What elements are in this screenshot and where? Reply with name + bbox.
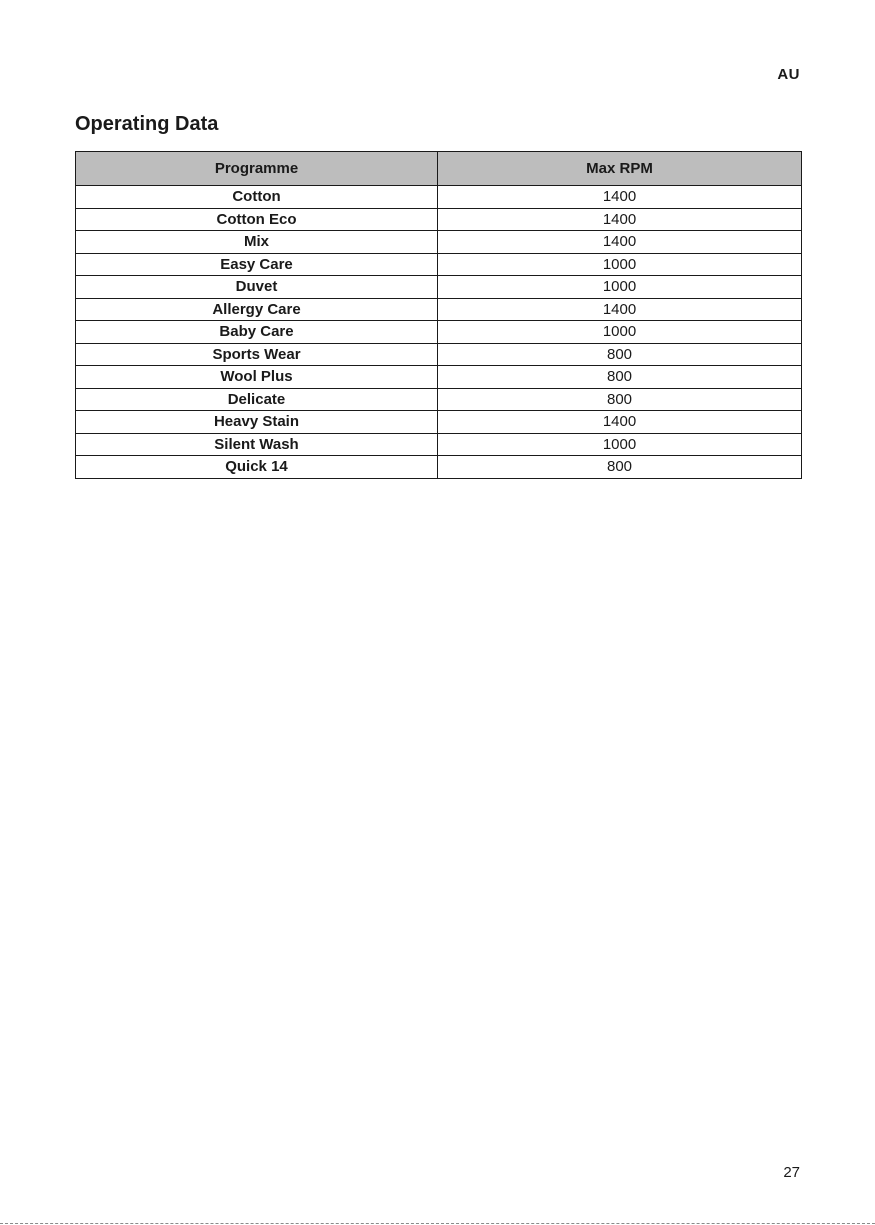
- table-header-row: [76, 152, 802, 186]
- max-rpm-cell: 800: [438, 366, 802, 389]
- programme-cell: Baby Care: [76, 321, 438, 344]
- max-rpm-cell: 800: [438, 343, 802, 366]
- max-rpm-cell: 1400: [438, 208, 802, 231]
- table-row: [76, 433, 802, 456]
- programme-cell: Silent Wash: [76, 433, 438, 456]
- page-title: Operating Data: [75, 113, 219, 135]
- table-row: [76, 186, 802, 209]
- table-row: [76, 276, 802, 299]
- programme-cell: Sports Wear: [76, 343, 438, 366]
- table-row: [76, 208, 802, 231]
- table-row: [76, 366, 802, 389]
- max-rpm-cell: 1000: [438, 433, 802, 456]
- programme-cell: Heavy Stain: [76, 411, 438, 434]
- programme-cell: Mix: [76, 231, 438, 254]
- programme-cell: Wool Plus: [76, 366, 438, 389]
- max-rpm-cell: 1400: [438, 231, 802, 254]
- table-row: [76, 253, 802, 276]
- max-rpm-cell: 1400: [438, 186, 802, 209]
- operating-data-table: [75, 151, 802, 479]
- max-rpm-cell: 1000: [438, 276, 802, 299]
- max-rpm-cell: 1000: [438, 321, 802, 344]
- max-rpm-cell: 1400: [438, 411, 802, 434]
- programme-cell: Quick 14: [76, 456, 438, 479]
- programme-cell: Cotton Eco: [76, 208, 438, 231]
- programme-cell: Cotton: [76, 186, 438, 209]
- max-rpm-cell: 800: [438, 388, 802, 411]
- table-row: [76, 343, 802, 366]
- page-edge-divider: [0, 1223, 875, 1224]
- table-row: [76, 321, 802, 344]
- programme-cell: Allergy Care: [76, 298, 438, 321]
- table-row: [76, 456, 802, 479]
- table-row: [76, 231, 802, 254]
- max-rpm-cell: 1400: [438, 298, 802, 321]
- programme-cell: Duvet: [76, 276, 438, 299]
- column-header-max-rpm: Max RPM: [438, 152, 802, 186]
- region-code: AU: [777, 66, 800, 83]
- table-row: [76, 388, 802, 411]
- column-header-programme: Programme: [76, 152, 438, 186]
- max-rpm-cell: 1000: [438, 253, 802, 276]
- table-row: [76, 411, 802, 434]
- programme-cell: Easy Care: [76, 253, 438, 276]
- page-number: 27: [783, 1164, 800, 1181]
- table-row: [76, 298, 802, 321]
- programme-cell: Delicate: [76, 388, 438, 411]
- max-rpm-cell: 800: [438, 456, 802, 479]
